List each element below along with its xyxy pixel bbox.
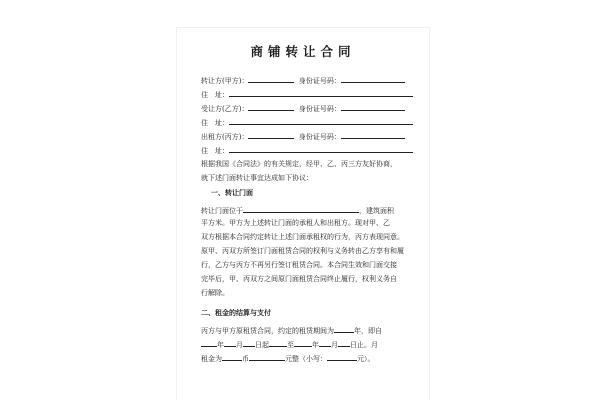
party-line-address xyxy=(201,88,411,100)
section-line: 原甲、丙双方所签订门面租赁合同的权利与义务转由乙方享有和履 xyxy=(201,247,404,255)
blank xyxy=(341,130,405,139)
text: 币 xyxy=(242,355,249,363)
blank xyxy=(327,352,357,361)
party-label: 转让方(甲方)： xyxy=(201,77,249,85)
section-heading: 一、转让门面 xyxy=(211,188,253,197)
blank xyxy=(338,338,350,347)
id-label: 身份证号码： xyxy=(298,77,341,85)
blank xyxy=(248,130,294,139)
blank xyxy=(334,324,354,333)
section-line xyxy=(201,324,411,336)
blank xyxy=(243,338,255,347)
id-label: 身份证号码： xyxy=(298,133,341,141)
blank xyxy=(294,338,312,347)
text: 日止。月 xyxy=(350,341,378,349)
party-line-lessor xyxy=(201,130,411,142)
text: 年 xyxy=(312,341,319,349)
party-label: 出租方(丙方)： xyxy=(201,133,249,141)
text: 月 xyxy=(236,341,243,349)
party-label: 住 址： xyxy=(201,147,229,155)
blank xyxy=(341,102,405,111)
section-line: 平方米。甲方为上述转让门面的承租人和出租方。现对甲、乙 xyxy=(201,219,390,227)
section-line xyxy=(201,204,411,216)
blank xyxy=(243,204,359,213)
blank xyxy=(248,74,294,83)
party-label: 受让方(乙方)： xyxy=(201,105,249,113)
text: 元）。 xyxy=(357,355,375,363)
intro-line: 就下述门面转让事宜达成如下协议： xyxy=(201,174,313,182)
section-line: 行解除。 xyxy=(201,289,229,297)
text: 租金为 xyxy=(201,355,222,363)
text: 转让门面位于 xyxy=(201,207,243,215)
section-line: 完毕后，甲、丙双方之间原门面租赁合同终止履行，权利义务自 xyxy=(201,275,397,283)
blank xyxy=(224,338,236,347)
section-line xyxy=(201,352,411,364)
blank xyxy=(222,352,242,361)
party-line-transferee xyxy=(201,102,411,114)
party-line-transferor xyxy=(201,74,411,86)
document-title: 商铺转让合同 xyxy=(250,44,356,59)
text: 元整（小写： xyxy=(285,355,327,363)
blank xyxy=(248,102,294,111)
text: 日起 xyxy=(255,341,269,349)
text: 年 xyxy=(217,341,224,349)
text: 年，即自 xyxy=(354,327,382,335)
text: 至 xyxy=(287,341,294,349)
party-line-address xyxy=(201,116,411,128)
blank xyxy=(269,338,287,347)
contract-page xyxy=(177,28,429,400)
section-line xyxy=(201,338,411,350)
intro-line: 根据我国《合同法》的有关规定，经甲、乙、丙三方友好协商， xyxy=(201,160,397,168)
blank xyxy=(229,88,413,97)
blank xyxy=(341,74,405,83)
party-label: 住 址： xyxy=(201,119,229,127)
blank xyxy=(319,338,331,347)
section-line: 双方根据本合同约定转让上述门面承租权的行为，丙方表现同意。 xyxy=(201,233,404,241)
blank xyxy=(229,116,413,125)
blank xyxy=(249,352,285,361)
party-line-address xyxy=(201,144,411,156)
party-label: 住 址： xyxy=(201,91,229,99)
text: ，建筑面积 xyxy=(359,207,394,215)
blank xyxy=(201,338,217,347)
id-label: 身份证号码： xyxy=(298,105,341,113)
section-line: 行，乙方与丙方不再另行签订租赁合同。本合同生效和门面交接 xyxy=(201,261,397,269)
text: 月 xyxy=(331,341,338,349)
blank xyxy=(229,144,413,153)
section-heading: 二、租金的结算与支付 xyxy=(201,308,271,317)
text: 丙方与甲方原租赁合同，约定的租赁期间为 xyxy=(201,327,334,335)
